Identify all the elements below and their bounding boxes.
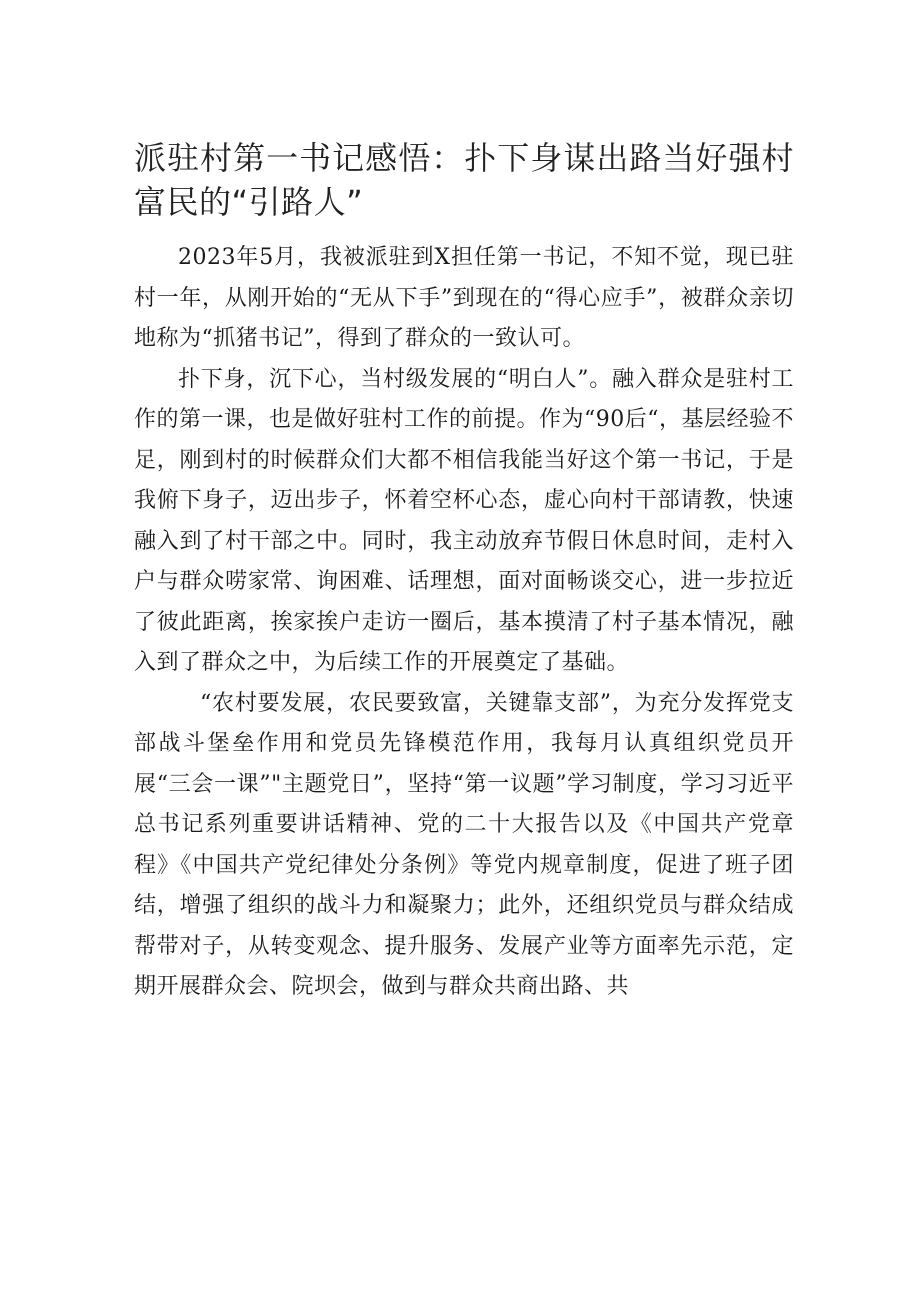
document-title: 派驻村第一书记感悟：扑下身谋出路当好强村富民的“引路人” [134, 139, 794, 221]
paragraph-integration: 扑下身，沉下心，当村级发展的“明白人”。融入群众是驻村工作的第一课，也是做好驻村工作的前提。作为“90后“，基层经验不足，刚到村的时候群众们大都不相信我能当好这个第一书记，于是我俯下身子，迈出步子，怀着空杯心态，虚心向村干部请教，快速融入到了村干部之中。同时，我主动放弃节假日休息时间，走村入户与群众唠家常、询困难、话理想，面对面畅谈交心，进一步拉近了彼此距离，挨家挨户走访一圈后，基本摸清了村子基本情况，融入到了群众之中，为后续工作的开展奠定了基础。 [134, 366, 794, 675]
paragraph-intro: 2023年5月，我被派驻到X担任第一书记，不知不觉，现已驻村一年，从刚开始的“无从下手”到现在的“得心应手”，被群众亲切地称为“抓猪书记”，得到了群众的一致认可。 [134, 245, 794, 351]
paragraph-party-branch: “农村要发展，农民要致富，关键靠支部”，为充分发挥党支部战斗堡垒作用和党员先锋模范作用，我每月认真组织党员开展“三会一课”"主题党日”，坚持“第一议题”学习制度，学习习近平总书记系列重要讲话精神、党的二十大报告以及《中国共产党章程》《中国共产党纪律处分条例》等党内规章制度，促进了班子团结，增强了组织的战斗力和凝聚力；此外，还组织党员与群众结成帮带对子，从转变观念、提升服务、发展产业等方面率先示范，定期开展群众会、院坝会，做到与群众共商出路、共 [134, 690, 794, 999]
document-body [134, 238, 794, 1008]
